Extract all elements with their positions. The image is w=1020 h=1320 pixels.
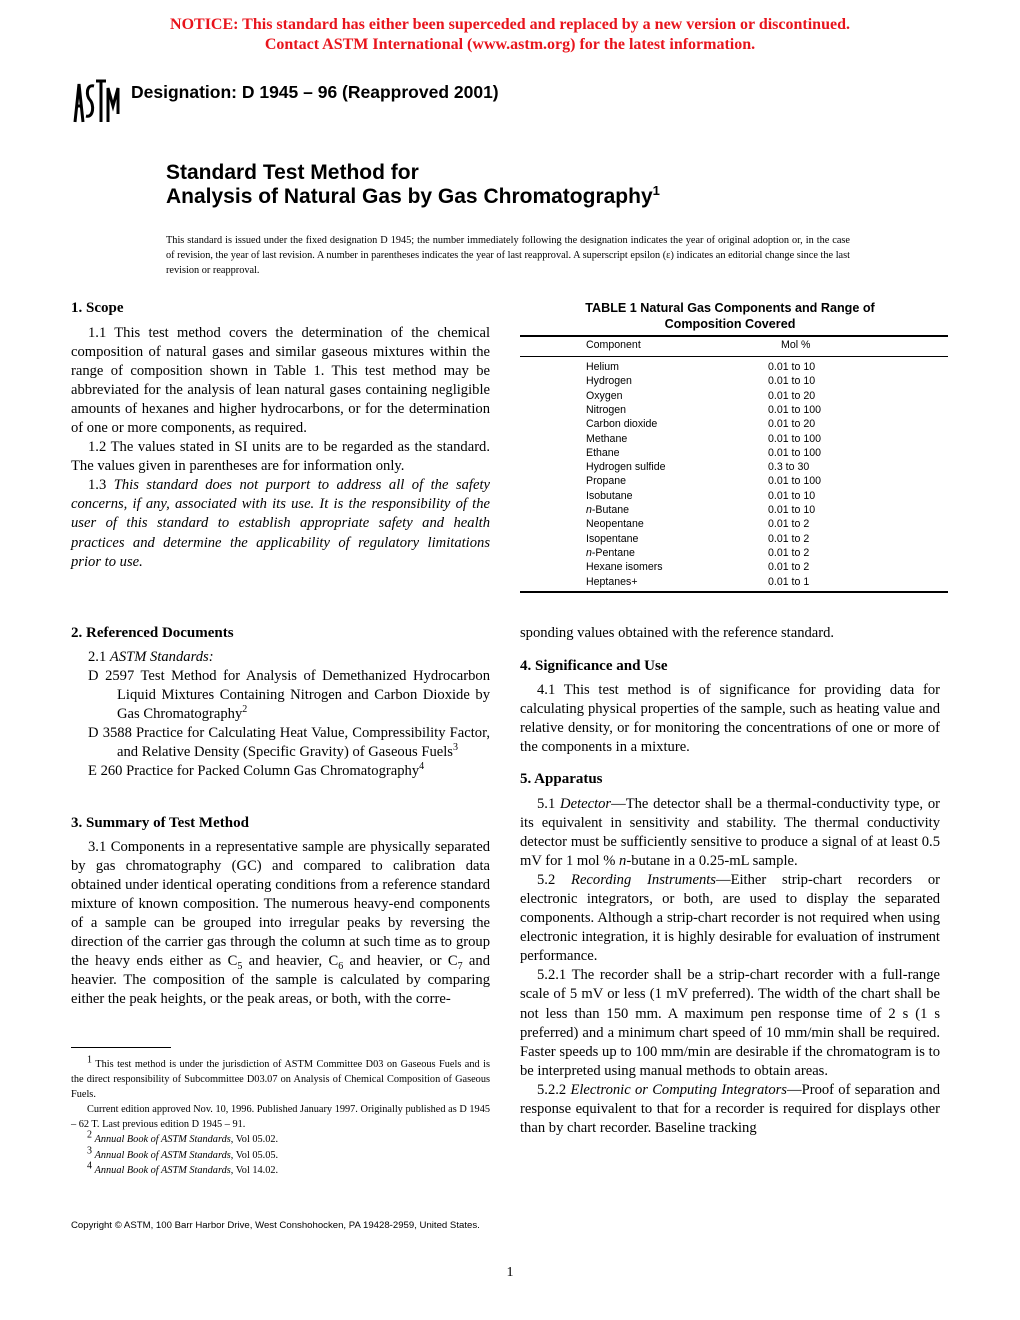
text: -butane in a 0.25-mL sample. [626, 853, 798, 870]
apparatus-section [520, 795, 940, 1138]
table-cell-mol-percent: 0.01 to 2 [768, 546, 810, 559]
notice-line-1: NOTICE: This standard has either been superceded and replaced by a new version or discontinued. [170, 16, 850, 33]
notice-line-2: Contact ASTM International (www.astm.org) for the latest information. [264, 36, 756, 53]
footnote-ref: 4 [419, 761, 425, 773]
table-cell-mol-percent: 0.01 to 20 [768, 418, 816, 431]
table-cell-mol-percent: 0.01 to 10 [768, 361, 816, 373]
footnote-ref: 3 [452, 742, 458, 754]
para-2-1-text: ASTM Standards: [109, 649, 214, 665]
footnote-ref: 2 [242, 704, 248, 716]
table-cell-mol-percent: 0.01 to 10 [768, 504, 816, 516]
title-text: Analysis of Natural Gas by Gas Chromatography [166, 185, 653, 208]
text: , Vol 05.05. [230, 1149, 279, 1161]
table-cell-mol-percent: 0.01 to 20 [768, 389, 816, 402]
significance-heading: 4. Significance and Use [520, 658, 668, 674]
para-1-3 [71, 476, 490, 571]
table-header-mol: Mol % [781, 339, 811, 351]
text: —Either strip-chart recorders or electronic integrators, or both, are used to display the separated components. Although a strip-chart recorder is not required when using electronic integration, it is highly desirable for evaluation of instrument performance. [520, 872, 940, 965]
title-footnote-mark: 1 [652, 183, 660, 198]
table-cell-component: Oxygen [586, 389, 623, 402]
ref-doc-d2597 [88, 667, 490, 724]
para-num: 5.2 [537, 872, 556, 889]
table-caption [520, 300, 940, 332]
para-num: 2.1 [88, 649, 107, 665]
ref-doc-d3588 [88, 724, 490, 762]
table-cell-mol-percent: 0.01 to 2 [768, 561, 810, 574]
para-num: 5.2.2 [537, 1081, 567, 1098]
table-cell-component: Ethane [586, 446, 620, 459]
apparatus-heading: 5. Apparatus [520, 771, 603, 787]
text: and heavier. The composition of the sample is calculated by comparing either the peak heights, or the peak areas, or both, with the corre- [71, 953, 491, 1008]
footnotes [71, 1054, 490, 1178]
table-cell-mol-percent: 0.3 to 30 [768, 461, 810, 474]
footnote-3: $^3$ Annual Book of ASTM Standards, Vol 05.05. [87, 1145, 279, 1161]
para-num: 5.1 [537, 796, 556, 812]
table-bottom-rule [520, 591, 948, 593]
text: and heavier, or C [343, 953, 458, 970]
table-cell-component: Nitrogen [586, 403, 627, 416]
table-cell-mol-percent: 0.01 to 100 [768, 475, 822, 488]
table-cell-component: Helium [586, 361, 619, 373]
subscript: 7 [457, 961, 463, 973]
table-cell-component: n-Butane [586, 504, 630, 516]
caption-line: Composition Covered [664, 317, 796, 331]
para-3-1 [71, 838, 490, 1009]
footnote-1: $^1$ This test method is under the jurisdiction of ASTM Committee D03 on Gaseous Fuels and is the direct responsibility of Subcommittee D03.07 on Analysis of Chemical Composition of Gaseous Fuels. [71, 1054, 490, 1101]
ref-doc-text: D 3588 Practice for Calculating Heat Value, Compressibility Factor, and Relative Density (Specific Gravity) of Gaseous Fuels [88, 725, 490, 761]
para-5-2 [520, 871, 940, 966]
term: Electronic or Computing Integrators [570, 1081, 787, 1098]
referenced-section [71, 648, 490, 781]
designation: Designation: D 1945 – 96 (Reapproved 2001) [131, 82, 499, 102]
footnote-1b: Current edition approved Nov. 10, 1996. Published January 1997. Originally published as D 1945 – 62 T. Last previous edition D 1945 – 91. [71, 1104, 490, 1131]
footnote-2: $^2$ Annual Book of ASTM Standards, Vol 05.02. [87, 1130, 279, 1146]
referenced-heading: 2. Referenced Documents [71, 625, 234, 641]
footnote-rule [71, 1047, 171, 1048]
table-cell-mol-percent: 0.01 to 100 [768, 403, 822, 416]
para-1-2: 1.2 The values stated in SI units are to be regarded as the standard. The values given in parentheses are for information only. [71, 439, 490, 475]
title-line-1: Standard Test Method for [166, 161, 419, 184]
para-num: 1.3 [88, 477, 107, 494]
term: Detector [560, 796, 612, 812]
para-2-1 [71, 648, 490, 667]
text: Annual Book of ASTM Standards [94, 1134, 231, 1146]
text: 3.1 Components in a representative sample are physically separated by gas chromatography (GC) and compared to calibration data obtained under identical operating conditions from a reference standard mixture of known composition. The numerous heavy-end components of a sample can be grouped into irregular peaks by reversing the direction of the carrier gas through the column at such time as to group the heavy ends either as C [71, 839, 490, 970]
table-cell-component: Heptanes+ [586, 575, 638, 588]
text: , Vol 05.02. [230, 1134, 279, 1146]
table-cell-mol-percent: 0.01 to 10 [768, 375, 816, 388]
para-5-1 [520, 795, 940, 871]
page-number: 1 [506, 1265, 514, 1280]
table-cell-component: Hydrogen [586, 375, 632, 388]
table-top-rule [520, 335, 948, 337]
text: Annual Book of ASTM Standards [94, 1164, 231, 1176]
table-cell-mol-percent: 0.01 to 2 [768, 518, 810, 531]
ref-doc-e260 [88, 762, 490, 781]
table-cell-component: Carbon dioxide [586, 418, 658, 431]
ref-doc-text: D 2597 Test Method for Analysis of Demethanized Hydrocarbon Liquid Mixtures Containing Nitrogen and Carbon Dioxide by Gas Chromatography [88, 668, 490, 723]
table-cell-component: Propane [586, 475, 627, 488]
copyright: Copyright © ASTM, 100 Barr Harbor Drive, West Conshohocken, PA 19428-2959, United States. [71, 1220, 480, 1231]
summary-section [71, 838, 490, 1009]
para-5-2-2 [520, 1081, 940, 1138]
summary-heading: 3. Summary of Test Method [71, 815, 249, 831]
term: Recording Instruments [571, 872, 716, 889]
table-cell-mol-percent: 0.01 to 1 [768, 575, 810, 588]
table-cell-component: Isobutane [586, 489, 633, 502]
subscript: 6 [338, 961, 344, 973]
table-cell-mol-percent: 0.01 to 100 [768, 446, 822, 459]
text: , Vol 14.02. [230, 1164, 279, 1176]
caption-line: TABLE 1 Natural Gas Components and Range of [585, 301, 875, 315]
table-header-rule [520, 356, 948, 357]
para-5-2-1: 5.2.1 The recorder shall be a strip-chart recorder with a full-range scale of 5 mV or less (1 mV preferred). The width of the chart shall be not less than 150 mm. A maximum pen response time of 2 s (1 s preferred) and a minimum chart speed of 10 mm/min shall be required. Faster speeds up to 100 mm/min are desirable if the chromatogram is to be interpreted using manual methods to obtain areas. [520, 967, 940, 1079]
text: This test method is under the jurisdiction of ASTM Committee D03 on Gaseous Fuels and is the direct responsibility of Subcommittee D03.07 on Analysis of Chemical Composition of Gaseous Fuels. [71, 1059, 490, 1101]
subscript: 5 [237, 961, 243, 973]
astm-logo [72, 78, 120, 124]
para-1-3-text: This standard does not purport to address all of the safety concerns, if any, associated with its use. It is the responsibility of the user of this standard to establish appropriate safety and health practices and determine the applicability of regulatory limitations prior to use. [71, 477, 490, 570]
text: Annual Book of ASTM Standards [94, 1149, 231, 1161]
table-cell-component: n-Pentane [586, 546, 635, 559]
table-cell-component: Hydrogen sulfide [586, 461, 666, 474]
significance-section [520, 681, 940, 757]
table-cell-component: Neopentane [586, 518, 644, 531]
para-4-1: 4.1 This test method is of significance for providing data for calculating physical properties of the sample, such as heating value and relative density, or for monitoring the concentrations of one or more of the components in a mixture. [520, 682, 940, 756]
summary-continuation: sponding values obtained with the reference standard. [520, 625, 835, 641]
text: n [619, 853, 627, 870]
table-cell-mol-percent: 0.01 to 100 [768, 432, 822, 445]
table-cell-component: Isopentane [586, 532, 639, 545]
scope-heading: 1. Scope [71, 300, 124, 316]
footnote-4: $^4$ Annual Book of ASTM Standards, Vol 14.02. [87, 1160, 279, 1176]
table-header-component: Component [586, 339, 641, 351]
table-cell-component: Hexane isomers [586, 561, 663, 574]
title-line-2 [166, 185, 660, 209]
issue-note: This standard is issued under the fixed designation D 1945; the number immediately following the designation indicates the year of original adoption or, in the case of revision, the year of last revision. A number in parentheses indicates the year of last reapproval. A superscript epsilon (ε) indicates an editorial change since the last revision or reapproval. [166, 235, 850, 276]
table-cell-mol-percent: 0.01 to 10 [768, 489, 816, 502]
table-cell-mol-percent: 0.01 to 2 [768, 532, 810, 545]
scope-section [71, 324, 490, 572]
ref-doc-text: E 260 Practice for Packed Column Gas Chromatography [88, 763, 420, 780]
table-cell-component: Methane [586, 432, 628, 445]
para-1-1: 1.1 This test method covers the determination of the chemical composition of natural gases and similar gaseous mixtures within the range of composition shown in Table 1. This test method may be abbreviated for the analysis of lean natural gases containing negligible amounts of hexanes and higher hydrocarbons, or for the determination of one or more components, as required. [71, 325, 490, 437]
text: —The detector shall be a thermal-conductivity type, or its equivalent in sensitivity and stability. The thermal conductivity detector must be sufficiently sensitive to produce a signal of at least 0.5 mV for 1 mol % [520, 796, 941, 870]
text: and heavier, C [242, 953, 339, 970]
text: —Proof of separation and response equivalent to that for a recorder is required for displays other than by chart recorder. Baseline tracking [520, 1081, 941, 1136]
